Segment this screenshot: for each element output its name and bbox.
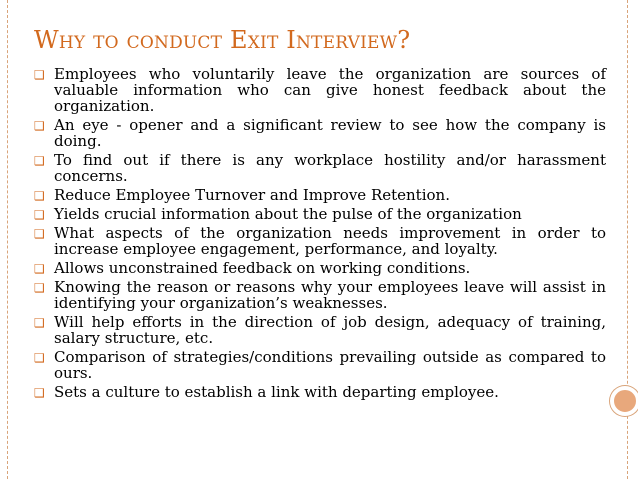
list-item (34, 66, 606, 114)
list-item-text: Allows unconstrained feedback on working conditions. (54, 259, 471, 277)
list-item-text: Reduce Employee Turnover and Improve Retention. (54, 186, 450, 204)
list-item (34, 349, 606, 381)
square-bullet-icon: ❑ (34, 189, 45, 203)
square-bullet-icon: ❑ (34, 386, 45, 400)
square-bullet-icon: ❑ (34, 316, 45, 330)
list-item-text: Comparison of strategies/conditions prevailing outside as compared to ours. (54, 348, 606, 382)
square-bullet-icon: ❑ (34, 262, 45, 276)
list-item-text: Yields crucial information about the pulse of the organization (54, 205, 522, 223)
list-item-text: To find out if there is any workplace hostility and/or harassment concerns. (54, 151, 606, 185)
list-item (34, 117, 606, 149)
list-item (34, 384, 606, 400)
bullet-list (34, 66, 606, 403)
list-item (34, 187, 606, 203)
list-item (34, 314, 606, 346)
list-item-text: Will help efforts in the direction of job design, adequacy of training, salary structure, etc. (54, 313, 606, 347)
slide-title: Why to conduct Exit Interview? (34, 26, 411, 54)
square-bullet-icon: ❑ (34, 281, 45, 295)
decorative-circle (610, 386, 638, 416)
square-bullet-icon: ❑ (34, 68, 45, 82)
square-bullet-icon: ❑ (34, 119, 45, 133)
list-item-text: Knowing the reason or reasons why your employees leave will assist in identifying your organization’s weaknesses. (54, 278, 606, 312)
left-dashed-border (7, 0, 8, 479)
square-bullet-icon: ❑ (34, 227, 45, 241)
list-item-text: An eye - opener and a significant review to see how the company is doing. (54, 116, 606, 150)
square-bullet-icon: ❑ (34, 208, 45, 222)
square-bullet-icon: ❑ (34, 351, 45, 365)
list-item-text: What aspects of the organization needs improvement in order to increase employee engagement, performance, and loyalty. (54, 224, 606, 258)
list-item-text: Employees who voluntarily leave the organization are sources of valuable information who can give honest feedback about the organization. (54, 65, 606, 115)
list-item (34, 152, 606, 184)
list-item (34, 206, 606, 222)
list-item (34, 225, 606, 257)
list-item (34, 260, 606, 276)
list-item-text: Sets a culture to establish a link with departing employee. (54, 383, 499, 401)
square-bullet-icon: ❑ (34, 154, 45, 168)
list-item (34, 279, 606, 311)
